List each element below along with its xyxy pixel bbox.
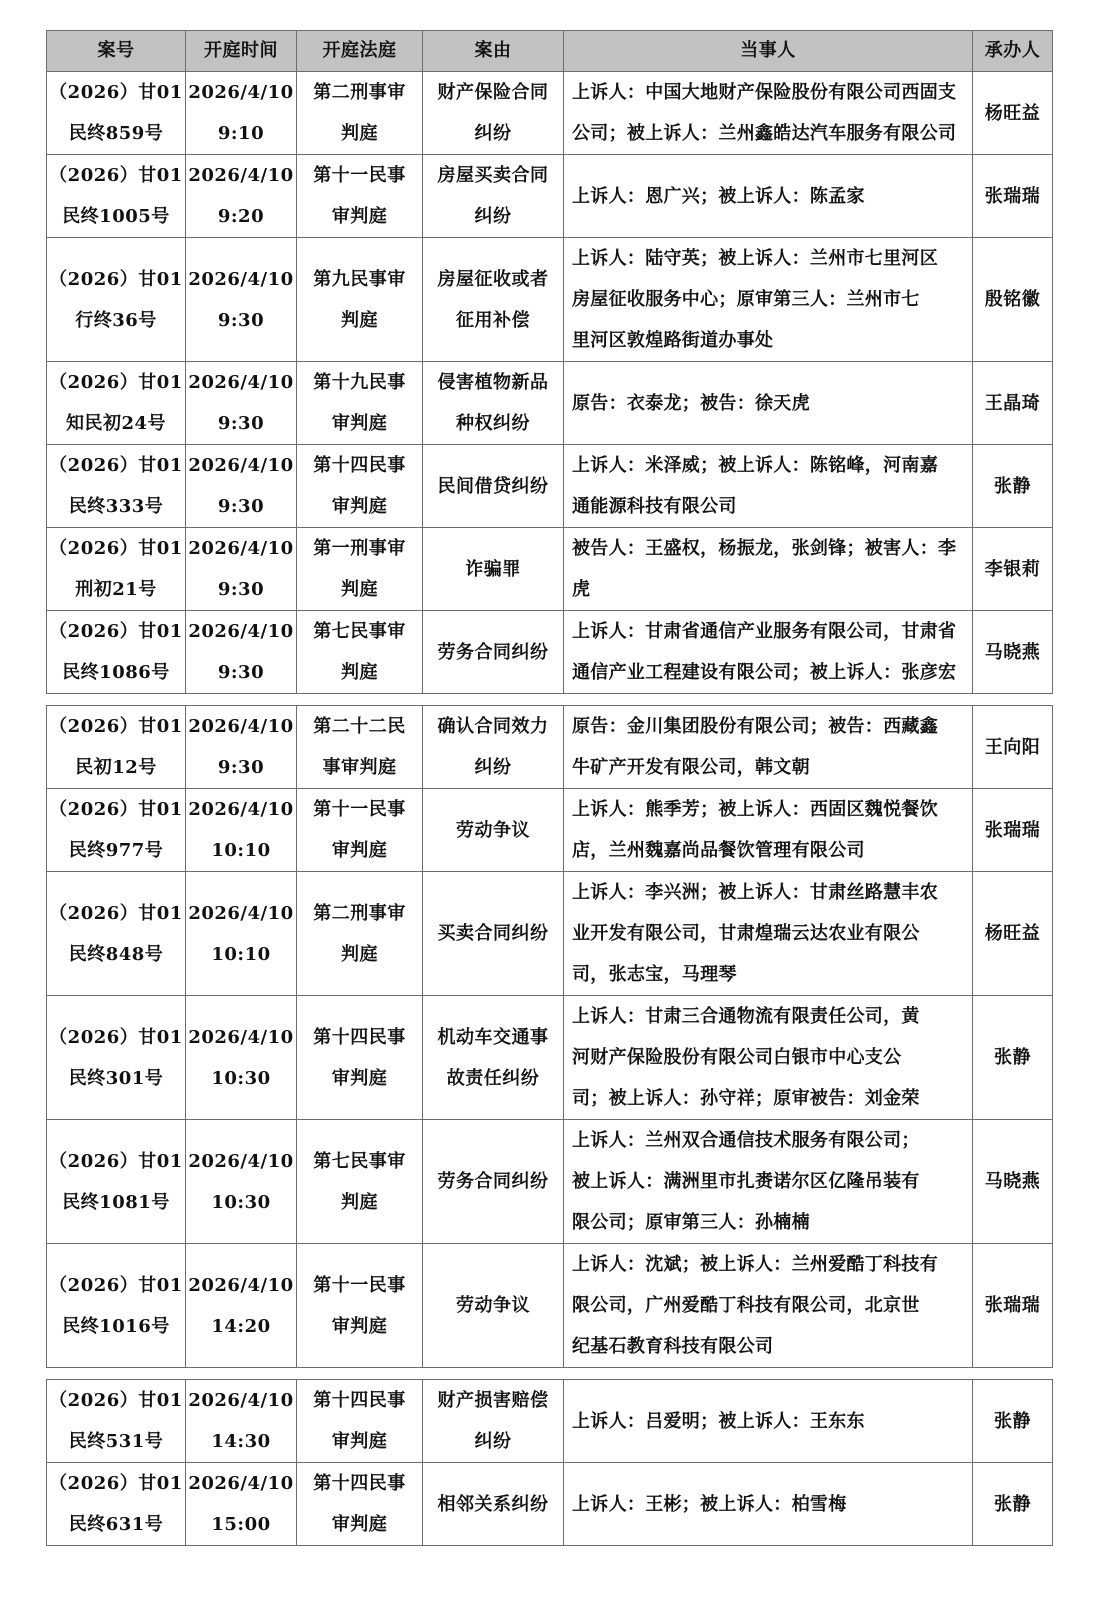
parties-cell: [564, 872, 973, 996]
header-case-number: 案号: [47, 31, 186, 72]
judge-cell: [973, 872, 1053, 996]
parties-cell: [564, 1120, 973, 1244]
hearing-time-cell-text: 2026/4/10 10:30: [188, 1150, 294, 1213]
parties-cell-text: 原告：金川集团股份有限公司；被告：西藏鑫 牛矿产开发有限公司，韩文朝: [572, 716, 938, 778]
cause-cell: [423, 1463, 564, 1546]
case-number-cell: [47, 1244, 186, 1368]
parties-cell: [564, 72, 973, 155]
judge-cell: [973, 155, 1053, 238]
cause-cell-text: 机动车交通事 故责任纠纷: [437, 1026, 549, 1089]
cause-cell-text: 买卖合同纠纷: [437, 923, 549, 944]
hearing-time-cell-text: 2026/4/10 10:30: [188, 1026, 294, 1089]
hearing-time-cell-text: 2026/4/10 9:20: [188, 165, 294, 227]
cause-cell-text: 财产损害赔偿 纠纷: [437, 1390, 549, 1452]
courtroom-cell: [297, 789, 423, 872]
courtroom-cell-text: 第二十二民 事审判庭: [313, 716, 406, 778]
hearing-time-cell: [186, 1120, 297, 1244]
judge-cell: [973, 706, 1053, 789]
hearing-time-cell: [186, 789, 297, 872]
cause-cell: [423, 706, 564, 789]
courtroom-cell-text: 第十四民事 审判庭: [313, 1390, 406, 1452]
parties-cell-text: 上诉人：李兴洲；被上诉人：甘肃丝路慧丰农 业开发有限公司，甘肃煌瑞云达农业有限公 司，张志宝，马理琴: [572, 882, 938, 985]
schedule-table-part-3: [46, 1379, 1053, 1546]
courtroom-cell: [297, 996, 423, 1120]
hearing-time-cell-text: 2026/4/10 14:20: [188, 1274, 294, 1337]
judge-cell-text: 张静: [994, 1047, 1031, 1068]
courtroom-cell-text: 第十一民事 审判庭: [313, 165, 406, 227]
case-number-cell-text: （2026）甘01 刑初21号: [49, 538, 183, 600]
hearing-time-cell-text: 2026/4/10 14:30: [188, 1390, 294, 1452]
cause-cell-text: 劳务合同纠纷: [437, 1171, 549, 1192]
courtroom-cell: [297, 1244, 423, 1368]
judge-cell: [973, 72, 1053, 155]
case-number-cell-text: （2026）甘01 民终301号: [49, 1026, 183, 1089]
cause-cell: [423, 789, 564, 872]
case-number-cell: [47, 155, 186, 238]
cause-cell: [423, 611, 564, 694]
parties-cell-text: 上诉人：王彬；被上诉人：柏雪梅: [572, 1493, 847, 1515]
judge-cell-text: 王向阳: [984, 736, 1041, 758]
parties-cell-text: 上诉人：熊季芳；被上诉人：西固区魏悦餐饮 店，兰州魏嘉尚品餐饮管理有限公司: [572, 799, 938, 861]
case-number-cell: [47, 706, 186, 789]
table-row: [47, 362, 1053, 445]
parties-cell: [564, 1380, 973, 1463]
hearing-time-cell: [186, 238, 297, 362]
judge-cell-text: 杨旺益: [984, 923, 1041, 944]
judge-cell-text: 张静: [994, 1410, 1031, 1432]
parties-cell-text: 上诉人：兰州双合通信技术服务有限公司； 被上诉人：满洲里市扎赉诺尔区亿隆吊装有 限公司；原审第三人：孙楠楠: [572, 1130, 920, 1233]
table-row: [47, 238, 1053, 362]
judge-cell-text: 张瑞瑞: [984, 819, 1041, 841]
hearing-time-cell: [186, 445, 297, 528]
courtroom-cell-text: 第二刑事审 判庭: [313, 902, 406, 965]
judge-cell-text: 王晶琦: [984, 392, 1041, 414]
judge-cell-text: 殷铭徽: [984, 289, 1041, 310]
case-number-cell-text: （2026）甘01 民终333号: [49, 455, 183, 517]
cause-cell-text: 财产保险合同 纠纷: [437, 82, 549, 144]
hearing-time-cell-text: 2026/4/10 10:10: [188, 902, 294, 965]
cause-cell-text: 劳务合同纠纷: [437, 641, 549, 663]
parties-cell: [564, 238, 973, 362]
case-number-cell: [47, 996, 186, 1120]
parties-cell: [564, 996, 973, 1120]
courtroom-cell: [297, 1380, 423, 1463]
judge-cell-text: 张静: [994, 475, 1031, 497]
courtroom-cell: [297, 1463, 423, 1546]
hearing-time-cell-text: 2026/4/10 9:30: [188, 372, 294, 434]
hearing-schedule: [46, 30, 1052, 1546]
case-number-cell: [47, 445, 186, 528]
hearing-time-cell: [186, 1244, 297, 1368]
parties-cell: [564, 528, 973, 611]
case-number-cell-text: （2026）甘01 行终36号: [49, 268, 183, 331]
table-row: [47, 155, 1053, 238]
table-row: [47, 872, 1053, 996]
table-row: [47, 445, 1053, 528]
case-number-cell-text: （2026）甘01 民终848号: [49, 902, 183, 965]
table-row: [47, 1244, 1053, 1368]
cause-cell-text: 房屋买卖合同 纠纷: [437, 165, 549, 227]
judge-cell: [973, 362, 1053, 445]
judge-cell: [973, 996, 1053, 1120]
case-number-cell-text: （2026）甘01 民初12号: [49, 716, 183, 778]
table-row: [47, 996, 1053, 1120]
hearing-time-cell: [186, 362, 297, 445]
schedule-table-part-1: [46, 30, 1053, 694]
parties-cell-text: 被告人：王盛权，杨振龙，张剑锋；被害人：李 虎: [572, 538, 957, 600]
table-row: [47, 706, 1053, 789]
courtroom-cell: [297, 611, 423, 694]
cause-cell: [423, 155, 564, 238]
courtroom-cell: [297, 155, 423, 238]
parties-cell-text: 上诉人：恩广兴；被上诉人：陈孟家: [572, 185, 865, 207]
case-number-cell-text: （2026）甘01 民终1081号: [49, 1150, 183, 1213]
judge-cell: [973, 1120, 1053, 1244]
cause-cell-text: 房屋征收或者 征用补偿: [437, 268, 549, 331]
table-row: [47, 789, 1053, 872]
cause-cell-text: 相邻关系纠纷: [437, 1493, 549, 1515]
courtroom-cell-text: 第七民事审 判庭: [313, 621, 406, 683]
judge-cell: [973, 1463, 1053, 1546]
cause-cell: [423, 1120, 564, 1244]
hearing-time-cell: [186, 706, 297, 789]
courtroom-cell-text: 第十四民事 审判庭: [313, 1026, 406, 1089]
case-number-cell-text: （2026）甘01 民终1016号: [49, 1274, 183, 1337]
case-number-cell: [47, 528, 186, 611]
courtroom-cell: [297, 445, 423, 528]
header-courtroom: 开庭法庭: [297, 31, 423, 72]
cause-cell: [423, 872, 564, 996]
judge-cell: [973, 789, 1053, 872]
cause-cell-text: 确认合同效力 纠纷: [437, 716, 549, 778]
table-row: [47, 1380, 1053, 1463]
courtroom-cell: [297, 1120, 423, 1244]
case-number-cell: [47, 872, 186, 996]
courtroom-cell-text: 第十九民事 审判庭: [313, 372, 406, 434]
cause-cell: [423, 1244, 564, 1368]
parties-cell: [564, 1463, 973, 1546]
courtroom-cell-text: 第十一民事 审判庭: [313, 1274, 406, 1337]
hearing-time-cell-text: 2026/4/10 9:30: [188, 538, 294, 600]
courtroom-cell-text: 第十四民事 审判庭: [313, 455, 406, 517]
parties-cell: [564, 789, 973, 872]
table-row: [47, 72, 1053, 155]
table-row: [47, 528, 1053, 611]
courtroom-cell: [297, 528, 423, 611]
case-number-cell-text: （2026）甘01 民终531号: [49, 1390, 183, 1452]
case-number-cell-text: （2026）甘01 知民初24号: [49, 372, 183, 434]
parties-cell-text: 原告：衣泰龙；被告：徐天虎: [572, 392, 810, 414]
case-number-cell-text: （2026）甘01 民终859号: [49, 82, 183, 144]
parties-cell-text: 上诉人：吕爱明；被上诉人：王东东: [572, 1410, 865, 1432]
courtroom-cell: [297, 238, 423, 362]
judge-cell: [973, 611, 1053, 694]
cause-cell: [423, 362, 564, 445]
case-number-cell: [47, 362, 186, 445]
cause-cell-text: 民间借贷纠纷: [437, 475, 549, 497]
table-body: [47, 72, 1053, 694]
cause-cell: [423, 72, 564, 155]
judge-cell-text: 马晓燕: [984, 641, 1041, 663]
courtroom-cell-text: 第九民事审 判庭: [313, 268, 406, 331]
courtroom-cell: [297, 72, 423, 155]
case-number-cell-text: （2026）甘01 民终631号: [49, 1473, 183, 1535]
header-hearing-time: 开庭时间: [186, 31, 297, 72]
parties-cell-text: 上诉人：陆守英；被上诉人：兰州市七里河区 房屋征收服务中心；原审第三人：兰州市七 里河区敦煌路街道办事处: [572, 248, 938, 351]
parties-cell: [564, 155, 973, 238]
header-cause: 案由: [423, 31, 564, 72]
judge-cell-text: 张瑞瑞: [984, 1295, 1041, 1316]
hearing-time-cell-text: 2026/4/10 15:00: [188, 1473, 294, 1535]
hearing-time-cell: [186, 155, 297, 238]
judge-cell-text: 杨旺益: [984, 102, 1041, 124]
courtroom-cell: [297, 872, 423, 996]
cause-cell-text: 诈骗罪: [465, 558, 521, 580]
parties-cell: [564, 706, 973, 789]
table-body: [47, 1380, 1053, 1546]
parties-cell-text: 上诉人：甘肃三合通物流有限责任公司，黄 河财产保险股份有限公司白银市中心支公 司；被上诉人：孙守祥；原审被告：刘金荣: [572, 1006, 920, 1109]
cause-cell: [423, 238, 564, 362]
case-number-cell: [47, 789, 186, 872]
case-number-cell: [47, 72, 186, 155]
judge-cell: [973, 445, 1053, 528]
hearing-time-cell-text: 2026/4/10 10:10: [188, 799, 294, 861]
cause-cell: [423, 445, 564, 528]
cause-cell-text: 劳动争议: [456, 1295, 530, 1316]
cause-cell: [423, 1380, 564, 1463]
hearing-time-cell: [186, 72, 297, 155]
hearing-time-cell-text: 2026/4/10 9:30: [188, 455, 294, 517]
header-row: [47, 31, 1053, 72]
case-number-cell-text: （2026）甘01 民终977号: [49, 799, 183, 861]
courtroom-cell: [297, 706, 423, 789]
page-break-gap: [46, 1368, 1052, 1379]
hearing-time-cell-text: 2026/4/10 9:10: [188, 82, 294, 144]
table-body: [47, 706, 1053, 1368]
judge-cell: [973, 1380, 1053, 1463]
case-number-cell-text: （2026）甘01 民终1086号: [49, 621, 183, 683]
table-row: [47, 611, 1053, 694]
judge-cell: [973, 1244, 1053, 1368]
case-number-cell: [47, 238, 186, 362]
courtroom-cell-text: 第一刑事审 判庭: [313, 538, 406, 600]
courtroom-cell-text: 第十一民事 审判庭: [313, 799, 406, 861]
judge-cell-text: 马晓燕: [984, 1171, 1041, 1192]
hearing-time-cell-text: 2026/4/10 9:30: [188, 268, 294, 331]
hearing-time-cell: [186, 611, 297, 694]
case-number-cell: [47, 1380, 186, 1463]
hearing-time-cell: [186, 872, 297, 996]
parties-cell: [564, 445, 973, 528]
courtroom-cell-text: 第二刑事审 判庭: [313, 82, 406, 144]
cause-cell-text: 侵害植物新品 种权纠纷: [437, 372, 549, 434]
case-number-cell: [47, 1120, 186, 1244]
table-row: [47, 1463, 1053, 1546]
parties-cell: [564, 1244, 973, 1368]
case-number-cell: [47, 611, 186, 694]
cause-cell-text: 劳动争议: [456, 819, 530, 841]
hearing-time-cell: [186, 528, 297, 611]
hearing-time-cell: [186, 1380, 297, 1463]
hearing-time-cell: [186, 996, 297, 1120]
case-number-cell-text: （2026）甘01 民终1005号: [49, 165, 183, 227]
judge-cell: [973, 528, 1053, 611]
parties-cell-text: 上诉人：沈斌；被上诉人：兰州爱酷丁科技有 限公司，广州爱酷丁科技有限公司，北京世 纪基石教育科技有限公司: [572, 1254, 938, 1357]
page-break-gap: [46, 694, 1052, 705]
parties-cell-text: 上诉人：中国大地财产保险股份有限公司西固支 公司；被上诉人：兰州鑫皓达汽车服务有限公司: [572, 82, 957, 144]
judge-cell-text: 张静: [994, 1493, 1031, 1515]
courtroom-cell: [297, 362, 423, 445]
schedule-table-part-2: [46, 705, 1053, 1368]
courtroom-cell-text: 第七民事审 判庭: [313, 1150, 406, 1213]
parties-cell: [564, 611, 973, 694]
case-number-cell: [47, 1463, 186, 1546]
judge-cell-text: 张瑞瑞: [984, 185, 1041, 207]
cause-cell: [423, 528, 564, 611]
judge-cell: [973, 238, 1053, 362]
header-parties: 当事人: [564, 31, 973, 72]
header-judge: 承办人: [973, 31, 1053, 72]
judge-cell-text: 李银莉: [984, 558, 1041, 580]
hearing-time-cell-text: 2026/4/10 9:30: [188, 621, 294, 683]
courtroom-cell-text: 第十四民事 审判庭: [313, 1473, 406, 1535]
parties-cell: [564, 362, 973, 445]
parties-cell-text: 上诉人：米泽威；被上诉人：陈铭峰，河南嘉 通能源科技有限公司: [572, 455, 938, 517]
table-row: [47, 1120, 1053, 1244]
parties-cell-text: 上诉人：甘肃省通信产业服务有限公司，甘肃省 通信产业工程建设有限公司；被上诉人：张彦宏: [572, 621, 957, 683]
hearing-time-cell: [186, 1463, 297, 1546]
hearing-time-cell-text: 2026/4/10 9:30: [188, 716, 294, 778]
cause-cell: [423, 996, 564, 1120]
